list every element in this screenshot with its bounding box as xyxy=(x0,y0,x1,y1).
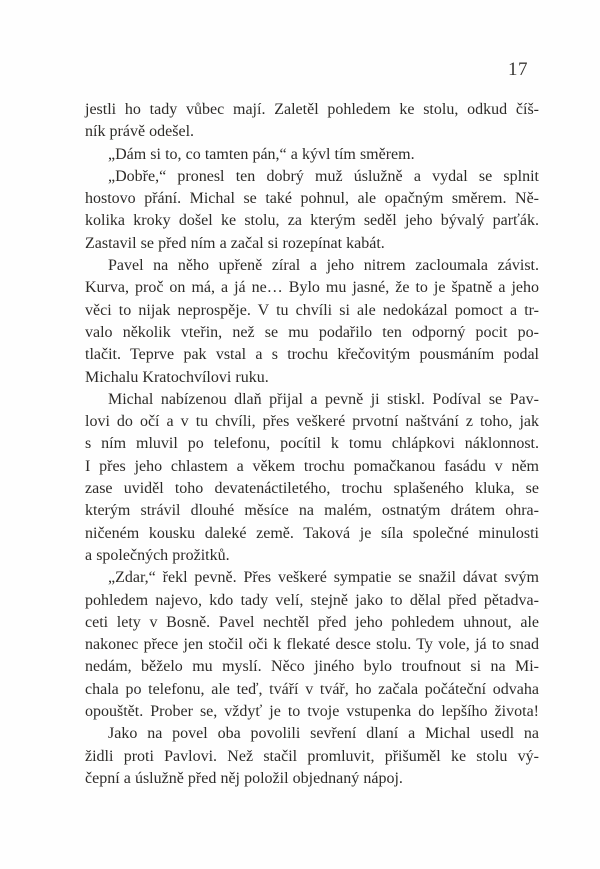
text-line: ničeném kousku daleké země. Taková je síla společné minulosti xyxy=(85,524,539,542)
text-block xyxy=(85,99,539,790)
paragraph xyxy=(85,99,539,144)
text-line: věci to nijak neprospěje. V tu chvíli si ale nedokázal pomoct a tr- xyxy=(85,301,539,319)
page-number: 17 xyxy=(508,59,528,80)
paragraph xyxy=(85,389,539,567)
text-line: kolika kroky došel ke stolu, za kterým seděl jeho bývalý parťák. xyxy=(85,212,539,230)
text-line: opouštět. Prober se, vždyť je to tvoje vstupenka do lepšího života! xyxy=(85,703,539,721)
text-line: tlačit. Teprve pak vstal a s trochu křečovitým pousmáním podal xyxy=(85,346,539,364)
text-line: židli proti Pavlovi. Než stačil promluvit, přišuměl ke stolu vý- xyxy=(85,747,539,765)
text-line: s ním mluvil po telefonu, pocítil k tomu chlápkovi náklonnost. xyxy=(85,435,539,453)
text-line: valo několik vteřin, než se mu podařilo ten odporný pocit po- xyxy=(85,323,539,341)
text-line: Jako na povel oba povolili sevření dlaní a Michal usedl na xyxy=(108,725,539,743)
text-line: „Dobře,“ pronesl ten dobrý muž úslužně a vydal se splnit xyxy=(108,167,539,185)
text-line: pohledem najevo, kdo tady velí, stejně jako to dělal před pětadva- xyxy=(85,591,539,609)
paragraph xyxy=(85,255,539,389)
text-line: Pavel na něho upřeně zíral a jeho nitrem zacloumala závist. xyxy=(108,257,539,275)
text-line: jestli ho tady vůbec mají. Zaletěl pohledem ke stolu, odkud číš- xyxy=(85,101,539,118)
text-line: zase uviděl toho devatenáctiletého, trochu splašeného kluka, se xyxy=(85,480,539,498)
text-line: ceti lety v Bosně. Pavel nechtěl před jeho pohledem uhnout, ale xyxy=(85,613,539,631)
text-line: Michal nabízenou dlaň přijal a pevně ji stiskl. Podíval se Pav- xyxy=(108,390,539,408)
text-line: čepní a úslužně před něj položil objednaný nápoj. xyxy=(85,769,403,787)
text-line: chala po telefonu, ale teď, tváří v tvář, ho začala počáteční odvaha xyxy=(85,680,539,698)
paragraph xyxy=(85,166,539,255)
text-line: ník právě odešel. xyxy=(85,123,195,141)
text-line: Michalu Kratochvílovi ruku. xyxy=(85,368,269,386)
text-line: Kurva, proč on má, a já ne… Bylo mu jasné, že to je špatně a jeho xyxy=(85,279,539,297)
text-line: I přes jeho chlastem a věkem trochu pomačkanou fasádu v něm xyxy=(85,457,539,475)
paragraph xyxy=(85,567,539,723)
text-line: nakonec přece jen stočil oči k flekaté desce stolu. Ty vole, já to snad xyxy=(85,636,539,654)
text-line: a společných prožitků. xyxy=(85,546,230,564)
text-line: hostovo přání. Michal se také pohnul, ale opačným směrem. Ně- xyxy=(85,190,539,208)
text-line: kterým strávil dlouhé měsíce na malém, ostnatým drátem ohra- xyxy=(85,502,539,520)
text-line: „Dám si to, co tamten pán,“ a kývl tím směrem. xyxy=(108,145,415,163)
text-line: nedám, běželo mu myslí. Něco jiného bylo troufnout si na Mi- xyxy=(85,658,539,676)
text-line: lovi do očí a v tu chvíli, přes veškeré prvotní naštvání z toho, jak xyxy=(85,413,539,431)
text-line: „Zdar,“ řekl pevně. Přes veškeré sympatie se snažil dávat svým xyxy=(108,569,539,587)
text-line: Zastavil se před ním a začal si rozepínat kabát. xyxy=(85,234,385,252)
paragraph xyxy=(85,144,539,166)
paragraph xyxy=(85,723,539,790)
